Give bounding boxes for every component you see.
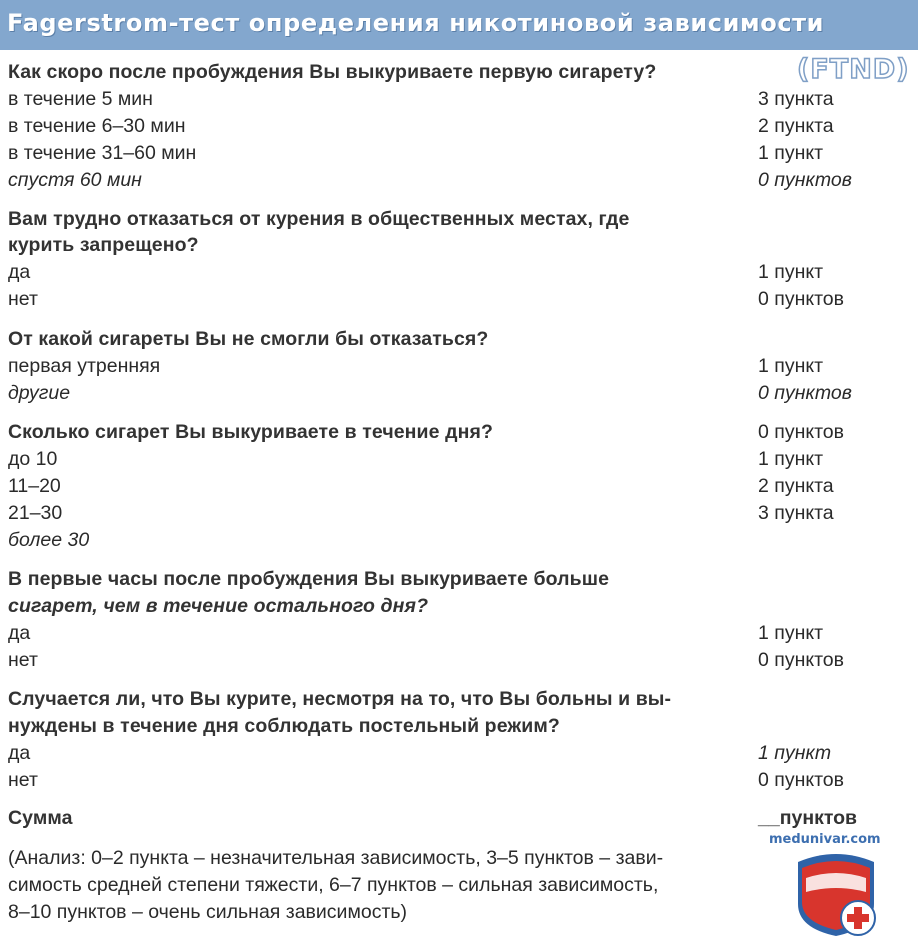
question-2-cont: курить запрещено?: [8, 234, 199, 256]
answer: да: [8, 261, 31, 283]
points: 3 пункта: [758, 502, 834, 524]
answer: нет: [8, 769, 38, 791]
question-3: От какой сигареты Вы не смогли бы отказаться?: [8, 328, 489, 350]
answer: да: [8, 622, 31, 644]
points: 0 пунктов: [758, 382, 852, 404]
answer: другие: [8, 382, 71, 404]
ftnd-abbreviation: (FTND): [797, 54, 910, 85]
question-6: Случается ли, что Вы курите, несмотря на то, что Вы больны и вы-: [8, 688, 672, 710]
points: 1 пункт: [758, 448, 824, 470]
question-5-cont: сигарет, чем в течение остального дня?: [8, 595, 429, 617]
answer: нет: [8, 649, 38, 671]
points: 2 пункта: [758, 115, 834, 137]
points: 0 пунктов: [758, 421, 845, 443]
answer: в течение 31–60 мин: [8, 142, 197, 164]
question-2: Вам трудно отказаться от курения в общественных местах, где: [8, 208, 630, 230]
points: 1 пункт: [758, 261, 824, 283]
answer: спустя 60 мин: [8, 169, 142, 191]
points: 3 пункта: [758, 88, 834, 110]
points: 0 пунктов: [758, 169, 852, 191]
question-5: В первые часы после пробуждения Вы выкуриваете больше: [8, 568, 610, 590]
sum-points: __пунктов: [758, 807, 858, 829]
answer: в течение 5 мин: [8, 88, 153, 110]
points: 2 пункта: [758, 475, 834, 497]
answer: первая утренняя: [8, 355, 161, 377]
question-4: Сколько сигарет Вы выкуриваете в течение дня?: [8, 421, 493, 443]
answer: в течение 6–30 мин: [8, 115, 186, 137]
answer: 21–30: [8, 502, 63, 524]
points: 1 пункт: [758, 742, 832, 764]
points: 0 пунктов: [758, 288, 845, 310]
analysis-line: симость средней степени тяжести, 6–7 пунктов – сильная зависимость,: [8, 874, 659, 896]
answer: более 30: [8, 529, 90, 551]
sum-label: Сумма: [8, 807, 73, 829]
header-bar: [0, 0, 918, 50]
answer: до 10: [8, 448, 58, 470]
question-6-cont: нуждены в течение дня соблюдать постельный режим?: [8, 715, 560, 737]
answer: нет: [8, 288, 38, 310]
answer: 11–20: [8, 475, 61, 497]
points: 1 пункт: [758, 355, 824, 377]
points: 1 пункт: [758, 142, 824, 164]
medical-cross-logo-icon: [792, 848, 880, 938]
points: 1 пункт: [758, 622, 824, 644]
analysis-line: 8–10 пунктов – очень сильная зависимость): [8, 901, 408, 923]
analysis-note: [8, 845, 663, 926]
points: 0 пунктов: [758, 649, 845, 671]
page-title: Fagerstrom-тест определения никотиновой зависимости: [7, 9, 825, 37]
watermark-text: medunivar.com: [769, 832, 881, 847]
question-1: Как скоро после пробуждения Вы выкуриваете первую сигарету?: [8, 61, 657, 83]
analysis-line: (Анализ: 0–2 пункта – незначительная зависимость, 3–5 пунктов – зави-: [8, 847, 664, 869]
answer: да: [8, 742, 31, 764]
points: 0 пунктов: [758, 769, 845, 791]
